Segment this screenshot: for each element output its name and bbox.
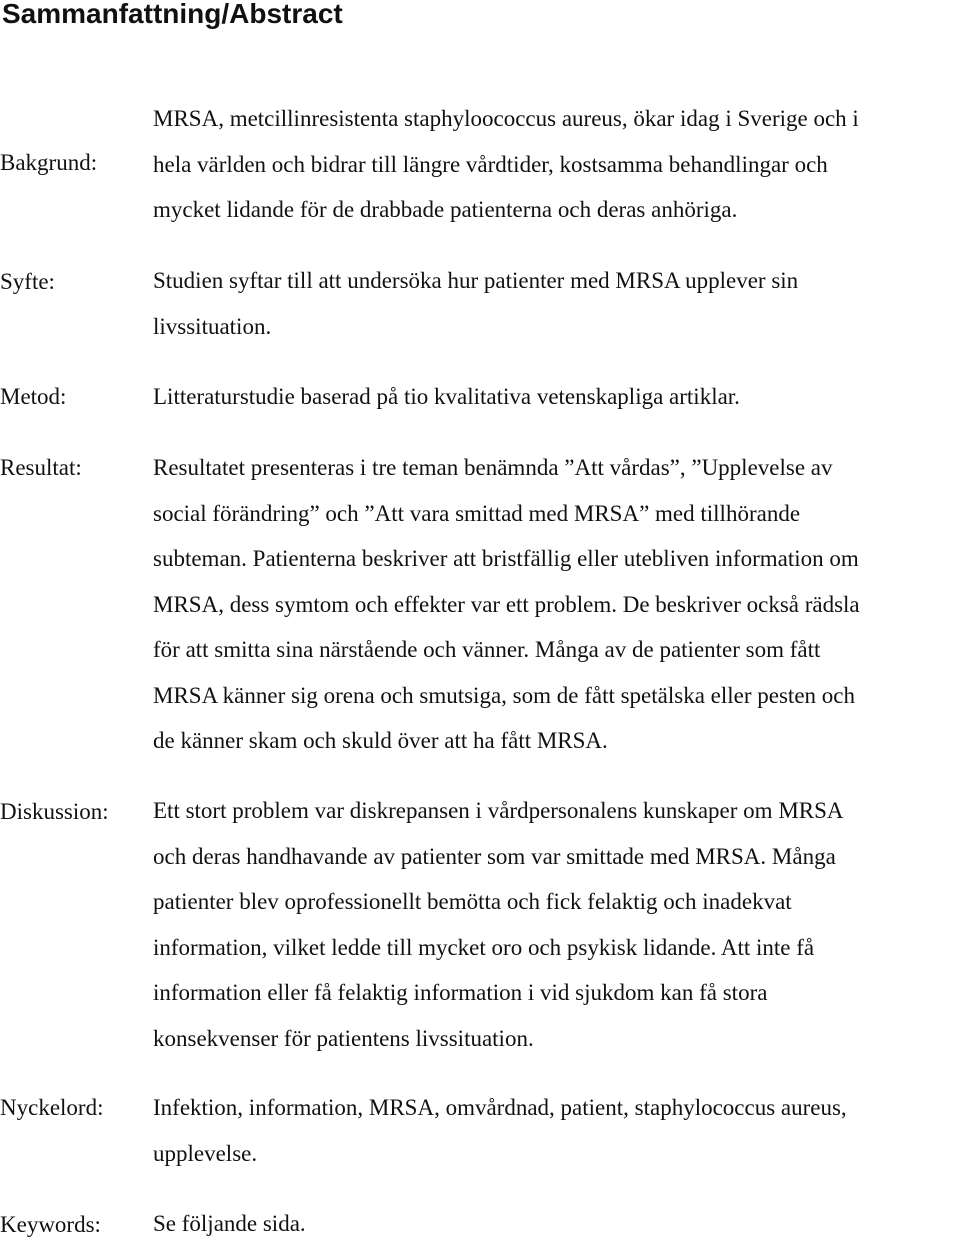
text-line: MRSA, metcillinresistenta staphyloococcus aureus, ökar idag i Sverige och i <box>153 106 859 131</box>
text-line: upplevelse. <box>153 1140 258 1166</box>
text-line: livssituation. <box>153 313 272 339</box>
text-line: de känner skam och skuld över att ha fått MRSA. <box>153 728 608 753</box>
syfte-label: Syfte: <box>0 269 55 294</box>
metod-text <box>153 374 958 420</box>
keywords-label: Keywords: <box>0 1212 101 1237</box>
text-line: mycket lidande för de drabbade patienterna och deras anhöriga. <box>153 197 738 222</box>
text-line: och deras handhavande av patienter som var smittade med MRSA. Många <box>153 843 836 869</box>
text-line: information eller få felaktig information i vid sjukdom kan få stora <box>153 980 768 1005</box>
bakgrund-label: Bakgrund: <box>0 150 98 175</box>
text-line: konsekvenser för patientens livssituation. <box>153 1025 534 1051</box>
text-line: för att smitta sina närstående och vänner. Många av de patienter som fått <box>153 637 821 662</box>
text-line: Studien syftar till att undersöka hur patienter med MRSA upplever sin <box>153 268 799 293</box>
text-line: Ett stort problem var diskrepansen i vårdpersonalens kunskaper om MRSA <box>153 798 844 823</box>
text-line: subteman. Patienterna beskriver att bristfällig eller utebliven information om <box>153 546 859 571</box>
text-line: Litteraturstudie baserad på tio kvalitativa vetenskapliga artiklar. <box>153 384 740 409</box>
bakgrund-text <box>153 96 958 233</box>
text-line: hela världen och bidrar till längre vårdtider, kostsamma behandlingar och <box>153 151 828 177</box>
text-line: Resultatet presenteras i tre teman benämnda ”Att vårdas”, ”Upplevelse av <box>153 455 833 480</box>
keywords-text <box>153 1201 958 1247</box>
text-line: social förändring” och ”Att vara smittad med MRSA” med tillhörande <box>153 500 801 526</box>
syfte-text <box>153 258 958 349</box>
text-line: information, vilket ledde till mycket oro och psykisk lidande. Att inte få <box>153 934 815 960</box>
text-line: Infektion, information, MRSA, omvårdnad, patient, staphylococcus aureus, <box>153 1095 847 1120</box>
text-line: MRSA, dess symtom och effekter var ett problem. De beskriver också rädsla <box>153 591 860 617</box>
nyckelord-text <box>153 1085 958 1176</box>
nyckelord-label: Nyckelord: <box>0 1095 104 1120</box>
text-line: MRSA känner sig orena och smutsiga, som de fått spetälska eller pesten och <box>153 682 855 708</box>
resultat-text <box>153 445 958 764</box>
text-line: Se följande sida. <box>153 1211 306 1236</box>
diskussion-label: Diskussion: <box>0 799 109 824</box>
page-title: Sammanfattning/Abstract <box>2 0 343 29</box>
diskussion-text <box>153 788 958 1061</box>
resultat-label: Resultat: <box>0 455 82 480</box>
text-line: patienter blev oprofessionellt bemötta och fick felaktig och inadekvat <box>153 889 792 914</box>
metod-label: Metod: <box>0 384 67 409</box>
